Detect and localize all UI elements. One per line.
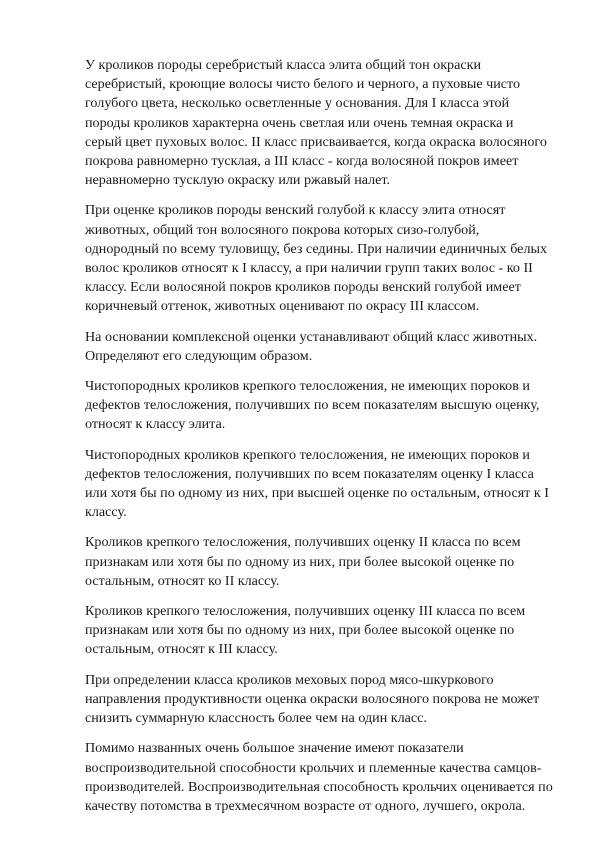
text-line: серебристый, кроющие волосы чисто белого и черного, а пуховые чисто bbox=[85, 76, 521, 93]
paragraph-class-three bbox=[85, 602, 561, 660]
text-line: снизить суммарную классность более чем на один класс. bbox=[85, 710, 427, 727]
paragraph-silver-rabbit-coloring bbox=[85, 56, 561, 190]
text-line: остальным, относят ко II классу. bbox=[85, 572, 280, 589]
text-line: При оценке кроликов породы венский голубой к классу элита относят bbox=[85, 202, 506, 219]
paragraph-complex-assessment bbox=[85, 328, 561, 366]
text-line: покрова равномерно тусклая, а III класс - когда волосяной покров имеет bbox=[85, 153, 519, 170]
paragraph-class-one bbox=[85, 446, 561, 523]
text-line: классу. bbox=[85, 504, 127, 521]
text-line: остальным, относят к III классу. bbox=[85, 641, 278, 658]
text-line: Чистопородных кроликов крепкого телосложения, не имеющих пороков и bbox=[85, 378, 530, 395]
text-line: признакам или хотя бы по одному из них, при более высокой оценке по bbox=[85, 622, 515, 639]
text-line: или хотя бы по одному из них, при высшей оценке по остальным, относят к I bbox=[85, 485, 549, 502]
text-line: Кроликов крепкого телосложения, получивших оценку III класса по всем bbox=[85, 603, 526, 620]
text-line: воспроизводительной способности крольчих и племенные качества самцов- bbox=[85, 759, 542, 776]
paragraph-elite-class bbox=[85, 377, 561, 435]
document-body bbox=[85, 56, 561, 827]
text-line: признакам или хотя бы по одному из них, при более высокой оценке по bbox=[85, 553, 515, 570]
text-line: Чистопородных кроликов крепкого телосложения, не имеющих пороков и bbox=[85, 446, 530, 463]
text-line: однородный по всему туловищу, без седины. При наличии единичных белых bbox=[85, 240, 547, 257]
text-line: породы кроликов характерна очень светлая или очень темная окраска и bbox=[85, 114, 514, 131]
text-line: дефектов телосложения, получивших по всем показателям высшую оценку, bbox=[85, 397, 540, 414]
text-line: неравномерно тусклую окраску или ржавый налет. bbox=[85, 172, 391, 189]
text-line: направления продуктивности оценка окраски волосяного покрова не может bbox=[85, 690, 540, 707]
paragraph-vienna-blue-assessment bbox=[85, 201, 561, 316]
text-line: голубого цвета, несколько осветленные у основания. Для I класса этой bbox=[85, 95, 510, 112]
text-line: Помимо названных очень большое значение имеют показатели bbox=[85, 740, 464, 757]
text-line: дефектов телосложения, получивших по всем показателям оценку I класса bbox=[85, 465, 534, 482]
text-line: волос кроликов относят к I классу, а при наличии групп таких волос - ко II bbox=[85, 260, 533, 277]
text-line: коричневый оттенок, животных оценивают по окрасу III классом. bbox=[85, 298, 480, 315]
text-line: относят к классу элита. bbox=[85, 416, 226, 433]
text-line: Определяют его следующим образом. bbox=[85, 347, 313, 364]
paragraph-fur-breeds bbox=[85, 671, 561, 729]
text-line: серый цвет пуховых волос. II класс присваивается, когда окраска волосяного bbox=[85, 133, 547, 150]
paragraph-reproductive-ability bbox=[85, 739, 561, 816]
text-line: При определении класса кроликов меховых пород мясо-шкуркового bbox=[85, 671, 494, 688]
text-line: Кроликов крепкого телосложения, получивших оценку II класса по всем bbox=[85, 534, 521, 551]
text-line: классу. Если волосяной покров кроликов породы венский голубой имеет bbox=[85, 279, 521, 296]
paragraph-class-two bbox=[85, 533, 561, 591]
text-line: качеству потомства в трехмесячном возрасте от одного, лучшего, окрола. bbox=[85, 797, 526, 814]
text-line: производителей. Воспроизводительная способность крольчих оценивается по bbox=[85, 778, 553, 795]
text-line: животных, общий тон волосяного покрова которых сизо-голубой, bbox=[85, 221, 480, 238]
text-line: На основании комплексной оценки устанавливают общий класс животных. bbox=[85, 328, 538, 345]
text-line: У кроликов породы серебристый класса элита общий тон окраски bbox=[85, 57, 482, 73]
